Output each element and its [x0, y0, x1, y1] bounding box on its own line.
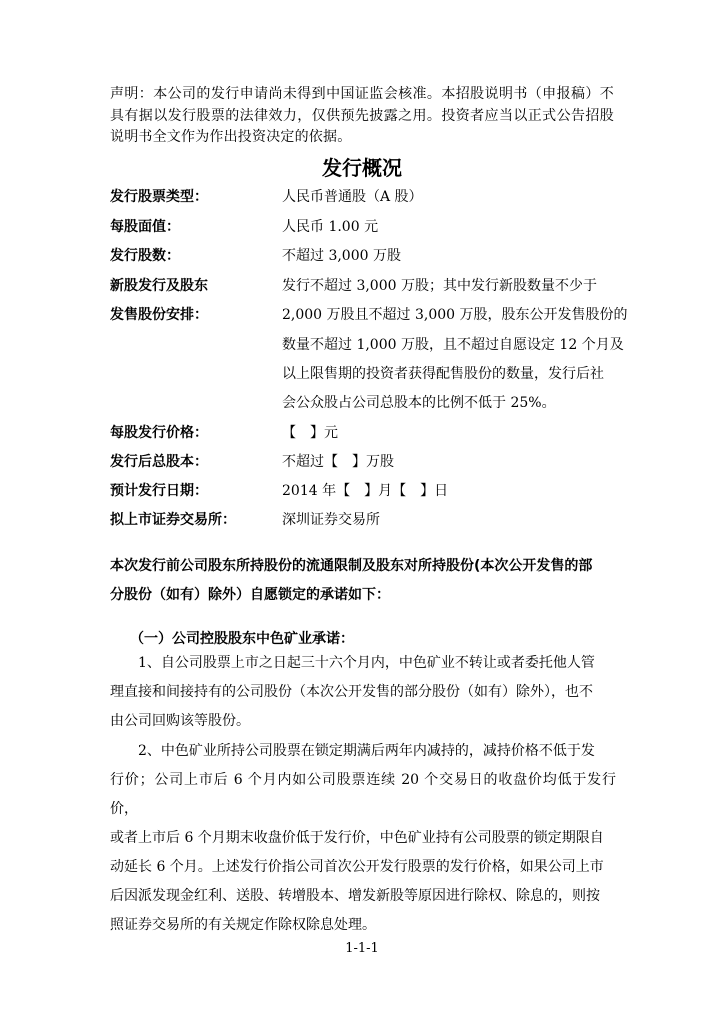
par-value-value: 人民币 1.00 元: [282, 219, 379, 235]
page-number: 1-1-1: [345, 941, 379, 956]
commitment-paragraph-1: [110, 649, 616, 736]
disclaimer-text: 声明：本公司的发行申请尚未得到中国证监会核准。本招股说明书（申报稿）不具有据以发行股票的法律效力，仅供预先披露之用。投资者应当以正式公告招股说明书全文作为作出投资决定的依据。: [110, 86, 614, 145]
paragraph-line: 理直接和间接持有的公司股份（本次公开发售的部分股份（如有）除外），也不: [110, 684, 593, 700]
issue-price-value: 【 】元: [282, 425, 338, 441]
issue-date-label: 预计发行日期：: [110, 483, 208, 499]
issue-shares-label: 发行股数：: [110, 248, 180, 264]
issue-type-value: 人民币普通股（A 股）: [282, 189, 423, 205]
paragraph-line: 后因派发现金红利、送股、转增股本、增发新股等原因进行除权、除息的，则按: [110, 888, 600, 904]
paragraph-line: 1、自公司股票上市之日起三十六个月内，中色矿业不转让或者委托他人管: [110, 655, 595, 671]
par-value-label: 每股面值：: [110, 219, 180, 235]
total-shares-label: 发行后总股本：: [110, 454, 208, 470]
arrangement-line: 数量不超过 1,000 万股，且不超过自愿设定 12 个月及: [282, 337, 624, 353]
arrangement-line: 发行不超过 3,000 万股；其中发行新股数量不少于: [282, 278, 597, 294]
issue-type-label: 发行股票类型：: [110, 189, 208, 205]
total-shares-value: 不超过【 】万股: [282, 454, 394, 470]
lockup-heading-line: 本次发行前公司股东所持股份的流通限制及股东对所持股份(本次公开发售的部: [110, 558, 593, 574]
exchange-label: 拟上市证券交易所：: [110, 512, 236, 528]
paragraph-line: 2、中色矿业所持公司股票在锁定期满后两年内减持的，减持价格不低于发: [110, 743, 595, 759]
lockup-heading-line: 分股份（如有）除外）自愿锁定的承诺如下：: [110, 587, 390, 603]
arrangement-line: 以上限售期的投资者获得配售股份的数量，发行后社: [282, 366, 604, 382]
commitment-paragraph-2: [110, 737, 616, 940]
paragraph-line: 照证券交易所的有关规定作除权除息处理。: [110, 917, 376, 933]
controlling-shareholder-heading: （一）公司控股股东中色矿业承诺：: [130, 631, 354, 647]
issue-price-label: 每股发行价格：: [110, 425, 208, 441]
arrangement-label-line1: 新股发行及股东: [110, 278, 208, 294]
lockup-heading: [110, 552, 616, 610]
issue-shares-value: 不超过 3,000 万股: [282, 248, 401, 264]
paragraph-line: 动延长 6 个月。上述发行价指公司首次公开发行股票的发行价格，如果公司上市: [110, 859, 604, 875]
section-title: 发行概况: [322, 156, 402, 180]
arrangement-line: 会公众股占公司总股本的比例不低于 25%。: [282, 395, 556, 411]
paragraph-line: 由公司回购该等股份。: [110, 713, 250, 729]
arrangement-line: 2,000 万股且不超过 3,000 万股，股东公开发售股份的: [282, 307, 628, 323]
issue-date-value: 2014 年【 】月【 】日: [282, 483, 449, 499]
paragraph-line: 或者上市后 6 个月期末收盘价低于发行价，中色矿业持有公司股票的锁定期限自: [110, 830, 604, 846]
arrangement-label-line2: 发售股份安排：: [110, 307, 208, 323]
paragraph-line: 行价；公司上市后 6 个月内如公司股票连续 20 个交易日的收盘价均低于发行价，: [110, 772, 616, 817]
exchange-value: 深圳证券交易所: [282, 512, 380, 528]
